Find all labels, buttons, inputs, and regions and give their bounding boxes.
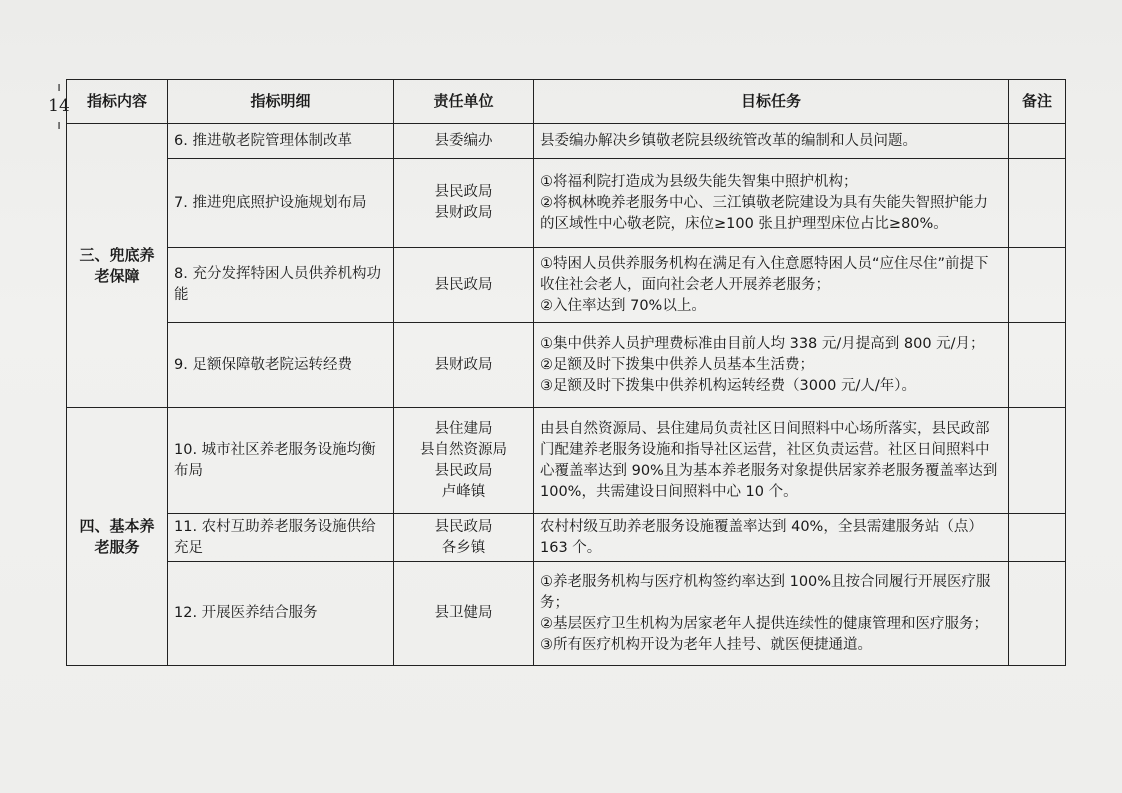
page-number: – 14 – — [48, 83, 70, 130]
header-detail: 指标明细 — [168, 80, 394, 124]
task-line: 由县自然资源局、县住建局负责社区日间照料中心场所落实，县民政部门配建养老服务设施和指导社区运营，社区负责运营。社区日间照料中心覆盖率达到 90%且为基本养老服务对象提供居家养老服务覆盖率达到 100%，共需建设日间照料中心 10 个。 — [540, 420, 998, 500]
task-cell — [534, 124, 1009, 159]
unit-name: 县自然资源局 — [420, 441, 507, 458]
task-line: ③足额及时下拨集中供养机构运转经费（3000 元/人/年）。 — [540, 377, 917, 394]
task-line: ②足额及时下拨集中供养人员基本生活费； — [540, 356, 814, 373]
unit-name: 县卫健局 — [434, 605, 493, 621]
unit-name: 卢峰镇 — [441, 483, 486, 500]
unit-cell — [394, 159, 534, 248]
unit-cell — [394, 323, 534, 408]
unit-cell — [394, 514, 534, 562]
task-line: ①将福利院打造成为县级失能失智集中照护机构； — [540, 173, 858, 190]
table-row — [67, 514, 1066, 562]
task-cell — [534, 159, 1009, 248]
remark-cell — [1009, 408, 1066, 514]
unit-cell — [394, 248, 534, 323]
task-line: ①养老服务机构与医疗机构签约率达到 100%且按合同履行开展医疗服务； — [540, 573, 991, 611]
remark-cell — [1009, 562, 1066, 666]
task-cell — [534, 562, 1009, 666]
task-line: ②基层医疗卫生机构为居家老年人提供连续性的健康管理和医疗服务； — [540, 615, 988, 632]
table-header-row — [67, 80, 1066, 124]
unit-name: 各乡镇 — [441, 539, 486, 556]
detail-cell: 12. 开展医养结合服务 — [168, 562, 394, 666]
detail-cell: 11. 农村互助养老服务设施供给充足 — [168, 514, 394, 562]
unit-cell — [394, 562, 534, 666]
remark-cell — [1009, 248, 1066, 323]
table-row — [67, 124, 1066, 159]
task-line: ②将枫林晚养老服务中心、三江镇敬老院建设为具有失能失智照护能力的区域性中心敬老院，床位≥100 张且护理型床位占比≥80%。 — [540, 194, 988, 232]
unit-name: 县财政局 — [434, 356, 493, 373]
page-number-value: 14 — [48, 96, 70, 116]
detail-cell: 6. 推进敬老院管理体制改革 — [168, 124, 394, 159]
task-cell — [534, 408, 1009, 514]
remark-cell — [1009, 159, 1066, 248]
task-line: ①特困人员供养服务机构在满足有入住意愿特困人员“应住尽住”前提下收住社会老人，面向社会老人开展养老服务； — [540, 255, 989, 293]
task-line: ②入住率达到 70%以上。 — [540, 297, 706, 314]
table-row — [67, 408, 1066, 514]
header-remark: 备注 — [1009, 80, 1066, 124]
unit-name: 县民政局 — [434, 462, 493, 479]
task-line: 农村村级互助养老服务设施覆盖率达到 40%，全县需建服务站（点）163 个。 — [540, 518, 983, 556]
table-row — [67, 323, 1066, 408]
indicator-table — [66, 79, 1066, 666]
unit-name: 县民政局 — [434, 184, 493, 200]
unit-cell — [394, 124, 534, 159]
table-row — [67, 248, 1066, 323]
detail-cell: 8. 充分发挥特困人员供养机构功能 — [168, 248, 394, 323]
task-line: 县委编办解决乡镇敬老院县级统管改革的编制和人员问题。 — [540, 132, 917, 149]
task-cell — [534, 514, 1009, 562]
category-label: 四、基本养老服务 — [79, 516, 155, 556]
unit-name: 县委编办 — [434, 132, 493, 149]
table-row — [67, 159, 1066, 248]
remark-cell — [1009, 514, 1066, 562]
unit-cell — [394, 408, 534, 514]
unit-name: 县民政局 — [434, 518, 493, 535]
category-cell — [67, 408, 168, 666]
header-unit: 责任单位 — [394, 80, 534, 124]
category-label: 三、兜底养老保障 — [79, 245, 155, 285]
table-row — [67, 562, 1066, 666]
unit-name: 县民政局 — [434, 276, 493, 293]
category-cell — [67, 124, 168, 408]
detail-cell: 7. 推进兜底照护设施规划布局 — [168, 159, 394, 248]
unit-name: 县财政局 — [434, 205, 493, 221]
remark-cell — [1009, 323, 1066, 408]
remark-cell — [1009, 124, 1066, 159]
unit-name: 县住建局 — [434, 420, 493, 437]
detail-cell: 10. 城市社区养老服务设施均衡布局 — [168, 408, 394, 514]
task-cell — [534, 323, 1009, 408]
task-line: ③所有医疗机构开设为老年人挂号、就医便捷通道。 — [540, 636, 872, 653]
task-cell — [534, 248, 1009, 323]
task-line: ①集中供养人员护理费标准由目前人均 338 元/月提高到 800 元/月； — [540, 335, 985, 352]
header-task: 目标任务 — [534, 80, 1009, 124]
detail-cell: 9. 足额保障敬老院运转经费 — [168, 323, 394, 408]
header-category — [67, 80, 168, 124]
header-category-label: 指标内容 — [86, 92, 147, 110]
